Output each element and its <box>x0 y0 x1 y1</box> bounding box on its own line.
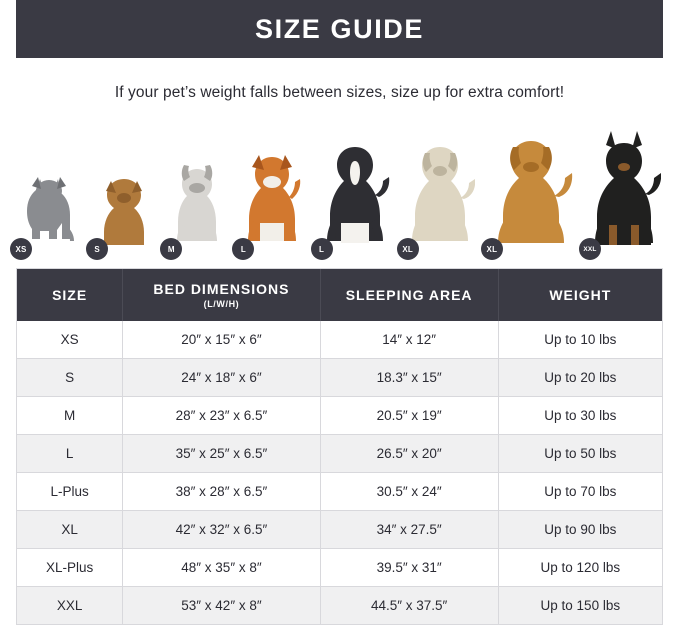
pet-size-badge: XXL <box>579 238 601 260</box>
pet-item <box>94 124 154 254</box>
header-banner <box>16 0 663 58</box>
border-collie-silhouette <box>319 141 391 254</box>
cat-silhouette <box>15 167 80 254</box>
pet-item <box>319 124 391 254</box>
cell-weight: Up to 120 lbs <box>498 549 662 587</box>
cell-dimensions: 35″ x 25″ x 6.5″ <box>123 435 320 473</box>
table-row <box>17 511 662 549</box>
cell-weight: Up to 20 lbs <box>498 359 662 397</box>
table-row <box>17 549 662 587</box>
cell-size: XXL <box>17 587 123 625</box>
cell-dimensions: 42″ x 32″ x 6.5″ <box>123 511 320 549</box>
shiba-inu-silhouette <box>240 149 304 254</box>
cell-weight: Up to 70 lbs <box>498 473 662 511</box>
cell-sleeping-area: 26.5″ x 20″ <box>320 435 498 473</box>
cell-dimensions: 48″ x 35″ x 8″ <box>123 549 320 587</box>
doberman-silhouette <box>583 129 661 254</box>
cell-weight: Up to 30 lbs <box>498 397 662 435</box>
cell-size: XS <box>17 321 123 359</box>
column-header-sleeping-area <box>320 269 498 321</box>
table-row <box>17 587 662 625</box>
table-row <box>17 473 662 511</box>
pet-size-badge: L <box>232 238 254 260</box>
page-title: SIZE GUIDE <box>254 13 425 44</box>
pet-item <box>240 124 304 254</box>
cell-size: XL-Plus <box>17 549 123 587</box>
column-header-weight-label: WEIGHT <box>549 287 612 304</box>
table-row <box>17 435 662 473</box>
cell-sleeping-area: 20.5″ x 19″ <box>320 397 498 435</box>
column-header-sleeping-area-label: SLEEPING AREA <box>345 287 473 304</box>
pet-item <box>402 124 475 254</box>
cell-dimensions: 24″ x 18″ x 6″ <box>123 359 320 397</box>
column-header-bed-dimensions <box>123 269 320 321</box>
table-header <box>17 269 662 321</box>
pet-size-badge: XL <box>481 238 503 260</box>
column-header-size-label: SIZE <box>52 287 88 304</box>
subtitle-text: If your pet’s weight falls between sizes, size up for extra comfort! <box>114 84 565 101</box>
cell-weight: Up to 10 lbs <box>498 321 662 359</box>
cell-dimensions: 28″ x 23″ x 6.5″ <box>123 397 320 435</box>
cell-sleeping-area: 34″ x 27.5″ <box>320 511 498 549</box>
column-header-bed-dimensions-sub: (L/W/H) <box>203 299 240 310</box>
pet-silhouette-row <box>15 124 661 254</box>
pet-size-badge: M <box>160 238 182 260</box>
cell-weight: Up to 150 lbs <box>498 587 662 625</box>
pomeranian-silhouette <box>94 171 154 254</box>
pet-size-badge: L <box>311 238 333 260</box>
cell-dimensions: 53″ x 42″ x 8″ <box>123 587 320 625</box>
golden-retriever-silhouette <box>486 135 573 254</box>
cell-size: L <box>17 435 123 473</box>
column-header-size <box>17 269 123 321</box>
cell-size: L-Plus <box>17 473 123 511</box>
cell-size: S <box>17 359 123 397</box>
table-row <box>17 321 662 359</box>
table-row <box>17 397 662 435</box>
size-table <box>17 269 662 625</box>
french-bulldog-silhouette <box>168 159 226 254</box>
size-table-container <box>16 268 663 625</box>
pet-size-badge: XL <box>397 238 419 260</box>
table-row <box>17 359 662 397</box>
labrador-silhouette <box>402 141 475 254</box>
cell-dimensions: 20″ x 15″ x 6″ <box>123 321 320 359</box>
column-header-weight <box>498 269 662 321</box>
cell-sleeping-area: 44.5″ x 37.5″ <box>320 587 498 625</box>
cell-sleeping-area: 30.5″ x 24″ <box>320 473 498 511</box>
column-header-bed-dimensions-label: BED DIMENSIONS <box>153 281 290 297</box>
pet-item <box>583 124 661 254</box>
pet-size-badge: XS <box>10 238 32 260</box>
cell-weight: Up to 90 lbs <box>498 511 662 549</box>
cell-sleeping-area: 14″ x 12″ <box>320 321 498 359</box>
table-header-row <box>17 269 662 321</box>
pet-item <box>15 124 80 254</box>
cell-weight: Up to 50 lbs <box>498 435 662 473</box>
pet-size-badge: S <box>86 238 108 260</box>
pet-item <box>168 124 226 254</box>
cell-sleeping-area: 39.5″ x 31″ <box>320 549 498 587</box>
table-body <box>17 321 662 625</box>
pet-item <box>486 124 573 254</box>
cell-sleeping-area: 18.3″ x 15″ <box>320 359 498 397</box>
cell-size: M <box>17 397 123 435</box>
cell-size: XL <box>17 511 123 549</box>
cell-dimensions: 38″ x 28″ x 6.5″ <box>123 473 320 511</box>
